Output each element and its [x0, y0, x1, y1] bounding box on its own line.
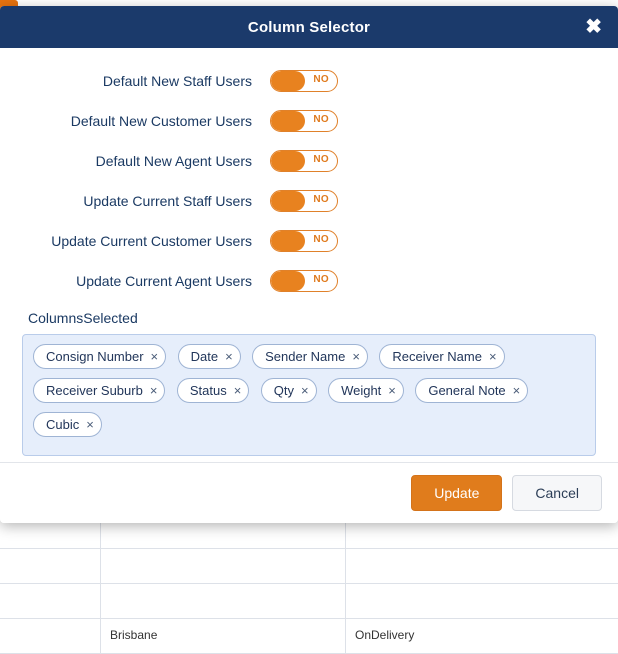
tag-label: Receiver Name	[392, 349, 482, 364]
toggle-update-current-customer-users[interactable]	[270, 230, 338, 252]
tag-date	[178, 344, 241, 369]
tag-label: Receiver Suburb	[46, 383, 143, 398]
tag-consign-number	[33, 344, 166, 369]
cancel-button[interactable]: Cancel	[512, 475, 602, 511]
toggle-default-new-customer-users[interactable]	[270, 110, 338, 132]
toggle-knob	[271, 191, 305, 211]
columns-selected-input[interactable]	[22, 334, 596, 456]
toggle-knob	[271, 151, 305, 171]
toggle-update-current-agent-users[interactable]	[270, 270, 338, 292]
tag-cubic	[33, 412, 102, 437]
toggle-label: Update Current Agent Users	[76, 273, 252, 289]
tag-receiver-name	[379, 344, 504, 369]
tag-label: Weight	[341, 383, 382, 398]
toggle-value: NO	[313, 194, 329, 205]
table-row	[0, 584, 618, 619]
remove-tag-icon[interactable]: ×	[488, 349, 497, 364]
tag-weight	[328, 378, 404, 403]
toggle-value: NO	[313, 114, 329, 125]
toggle-row-default-new-staff-users	[22, 70, 596, 92]
table-row	[0, 549, 618, 584]
toggle-label: Update Current Staff Users	[83, 193, 252, 209]
remove-tag-icon[interactable]: ×	[301, 383, 309, 398]
toggle-knob	[271, 111, 305, 131]
toggle-value: NO	[313, 274, 329, 285]
dialog-body	[0, 48, 618, 462]
toggle-label: Default New Agent Users	[95, 153, 252, 169]
toggle-value: NO	[313, 234, 329, 245]
toggle-label: Default New Customer Users	[70, 113, 252, 129]
tag-status	[177, 378, 249, 403]
column-selector-dialog	[0, 6, 618, 523]
tag-general-note	[415, 378, 528, 403]
dialog-header	[0, 6, 618, 48]
remove-tag-icon[interactable]: ×	[86, 417, 94, 432]
toggle-row-update-current-staff-users	[22, 190, 596, 212]
tag-label: Sender Name	[265, 349, 346, 364]
remove-tag-icon[interactable]: ×	[388, 383, 396, 398]
tag-sender-name	[252, 344, 368, 369]
remove-tag-icon[interactable]: ×	[225, 349, 233, 364]
dialog-footer	[0, 462, 618, 523]
table-cell: Brisbane	[110, 628, 158, 642]
toggle-default-new-agent-users[interactable]	[270, 150, 338, 172]
toggle-row-update-current-agent-users	[22, 270, 596, 292]
toggle-value: NO	[313, 74, 329, 85]
remove-tag-icon[interactable]: ×	[512, 383, 521, 398]
close-icon[interactable]: ✖	[585, 16, 602, 38]
update-button[interactable]: Update	[411, 475, 502, 511]
toggle-row-update-current-customer-users	[22, 230, 596, 252]
tag-qty	[261, 378, 317, 403]
toggle-value: NO	[313, 154, 329, 165]
tag-label: Consign Number	[46, 349, 144, 364]
tag-label: General Note	[428, 383, 506, 398]
toggle-row-default-new-customer-users	[22, 110, 596, 132]
tag-label: Status	[189, 383, 227, 398]
tag-label: Qty	[273, 383, 295, 398]
remove-tag-icon[interactable]: ×	[352, 349, 360, 364]
toggle-default-new-staff-users[interactable]	[270, 70, 338, 92]
remove-tag-icon[interactable]: ×	[150, 349, 159, 364]
toggle-label: Default New Staff Users	[102, 73, 252, 89]
toggle-knob	[271, 271, 305, 291]
tag-label: Cubic	[46, 417, 80, 432]
toggle-row-default-new-agent-users	[22, 150, 596, 172]
toggle-label: Update Current Customer Users	[51, 233, 252, 249]
toggle-knob	[271, 231, 305, 251]
tag-receiver-suburb	[33, 378, 165, 403]
toggle-knob	[271, 71, 305, 91]
remove-tag-icon[interactable]: ×	[149, 383, 158, 398]
toggle-update-current-staff-users[interactable]	[270, 190, 338, 212]
columns-selected-label: ColumnsSelected	[28, 310, 138, 326]
tag-label: Date	[190, 349, 219, 364]
dialog-title: Column Selector	[247, 18, 371, 36]
table-row	[0, 619, 618, 654]
remove-tag-icon[interactable]: ×	[233, 383, 242, 398]
table-cell: OnDelivery	[355, 628, 415, 642]
